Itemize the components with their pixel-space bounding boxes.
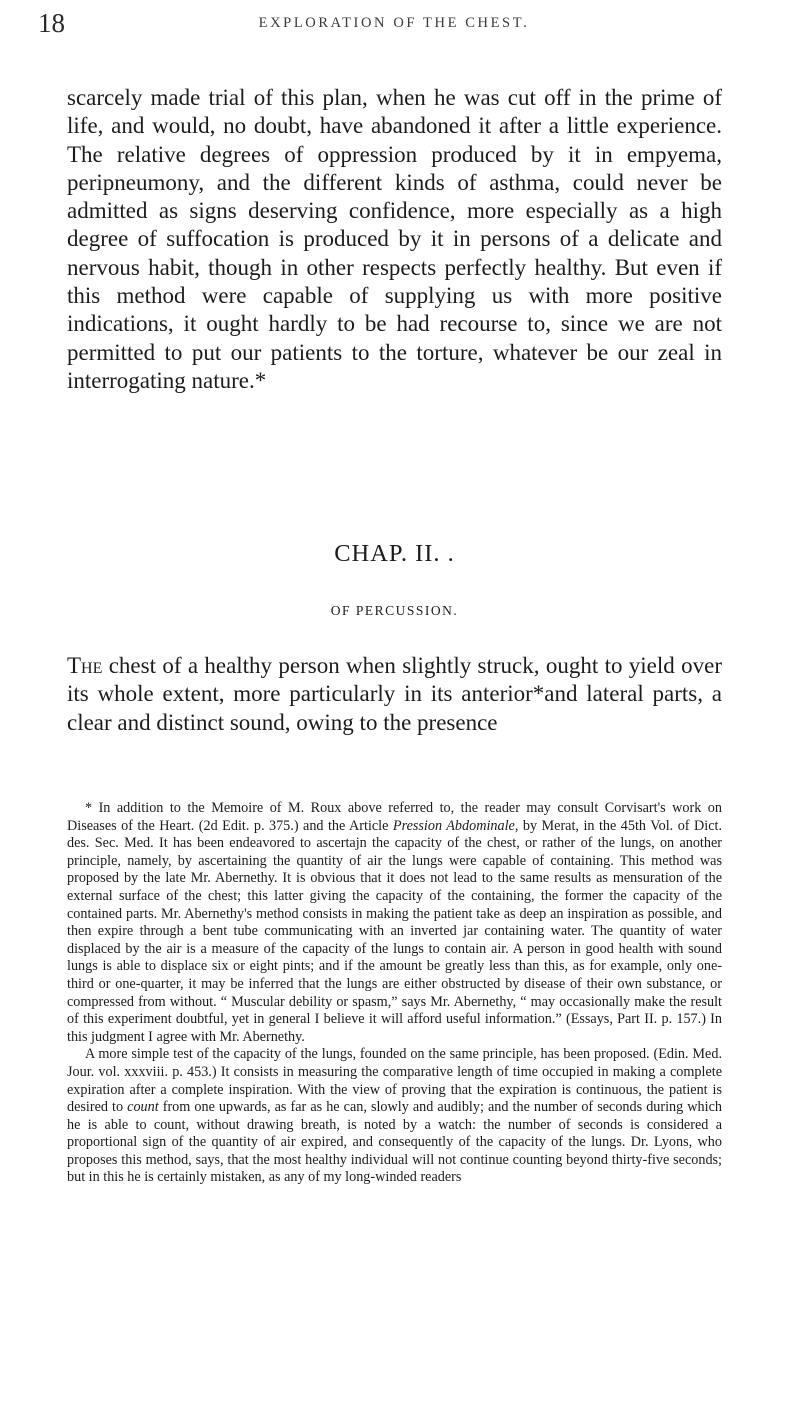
footnote-text: from one upwards, as far as he can, slowly and audibly; and the number of seconds during which he is able to count, without drawing breath, is noted by a watch: the number of seconds is considered a proportional sign of the quantity of air expired, and consequently of the capacity of the lungs. Dr. Lyons, who proposes this method, says, that the most healthy individual will not continue counting beyond thirty-five seconds; but in this he is certainly mistaken, as any of my long-winded readers	[67, 1099, 722, 1186]
footnote-paragraph-1	[67, 800, 722, 1046]
chapter-opening-paragraph	[67, 652, 722, 737]
opening-text: chest of a healthy person when slightly struck, ought to yield over its whole extent, more particularly in its anterior*and lateral parts, a clear and distinct sound, owing to the presence	[67, 653, 722, 735]
footnote-paragraph-2	[67, 1046, 722, 1187]
footnote-text: , by Merat, in the 45th Vol. of Dict. des. Sec. Med. It has been endeavored to ascertajn the capacity of the chest, or rather of the lungs, on another principle, namely, by ascertaining the quantity of air the lungs were capable of containing. This method was proposed by the late Mr. Abernethy. It is obvious that it does not lead to the same results as mensuration of the external surface of the chest; this latter giving the capacity of the containing, the former the capacity of the contained parts. Mr. Abernethy's method consists in making the patient take as deep an inspiration as possible, and then expire through a bent tube communicating with an inverted jar containing water. The quantity of water displaced by the air is a measure of the capacity of the lungs to contain air. A person in good health with sound lungs is able to displace six or eight pints; and if the amount be greatly less than this, as for example, only one-third or one-quarter, it may be inferred that the lungs are either obstructed by disease of their own substance, or compressed from without. “ Muscular debility or spasm,” says Mr. Abernethy, “ may occasionally make the result of this experiment doubtful, yet in general I believe it will afford useful information.” (Essays, Part II. p. 157.) In this judgment I agree with Mr. Abernethy.	[67, 817, 722, 1045]
footnote	[67, 800, 722, 1187]
chapter-heading: CHAP. II. .	[334, 540, 455, 567]
opening-word: The	[67, 653, 103, 678]
running-title: EXPLORATION OF THE CHEST.	[258, 15, 530, 31]
section-heading: OF PERCUSSION.	[330, 603, 459, 618]
footnote-text: * In addition to the Memoire of M. Roux above referred to, the reader may consult Corvisart's work on Diseases of the Heart. (2d Edit. p. 375.) and the Article	[67, 800, 722, 834]
footnote-italic-title: Pression Abdominale	[392, 817, 515, 834]
footnote-italic-word: count	[127, 1099, 159, 1116]
page-number: 18	[38, 8, 65, 38]
footnote-text: A more simple test of the capacity of the lungs, founded on the same principle, has been proposed. (Edin. Med. Jour. vol. xxxviii. p. 453.) It consists in measuring the comparative length of time occupied in making a complete expiration after a complete inspiration. With the view of proving that the expiration is continuous, the patient is desired to	[67, 1046, 722, 1116]
running-head	[38, 8, 750, 38]
continued-paragraph: scarcely made trial of this plan, when he was cut off in the prime of life, and would, no doubt, have abandoned it after a little experience. The relative degrees of oppression produced by it in empyema, peripneumony, and the different kinds of asthma, could never be admitted as signs deserving confidence, more especially as a high degree of suffocation is produced by it in persons of a delicate and nervous habit, though in other respects perfectly healthy. But even if this method were capable of supplying us with more positive indications, it ought hardly to be had recourse to, since we are not permitted to put our patients to the torture, whatever be our zeal in interrogating nature.*	[67, 85, 722, 393]
